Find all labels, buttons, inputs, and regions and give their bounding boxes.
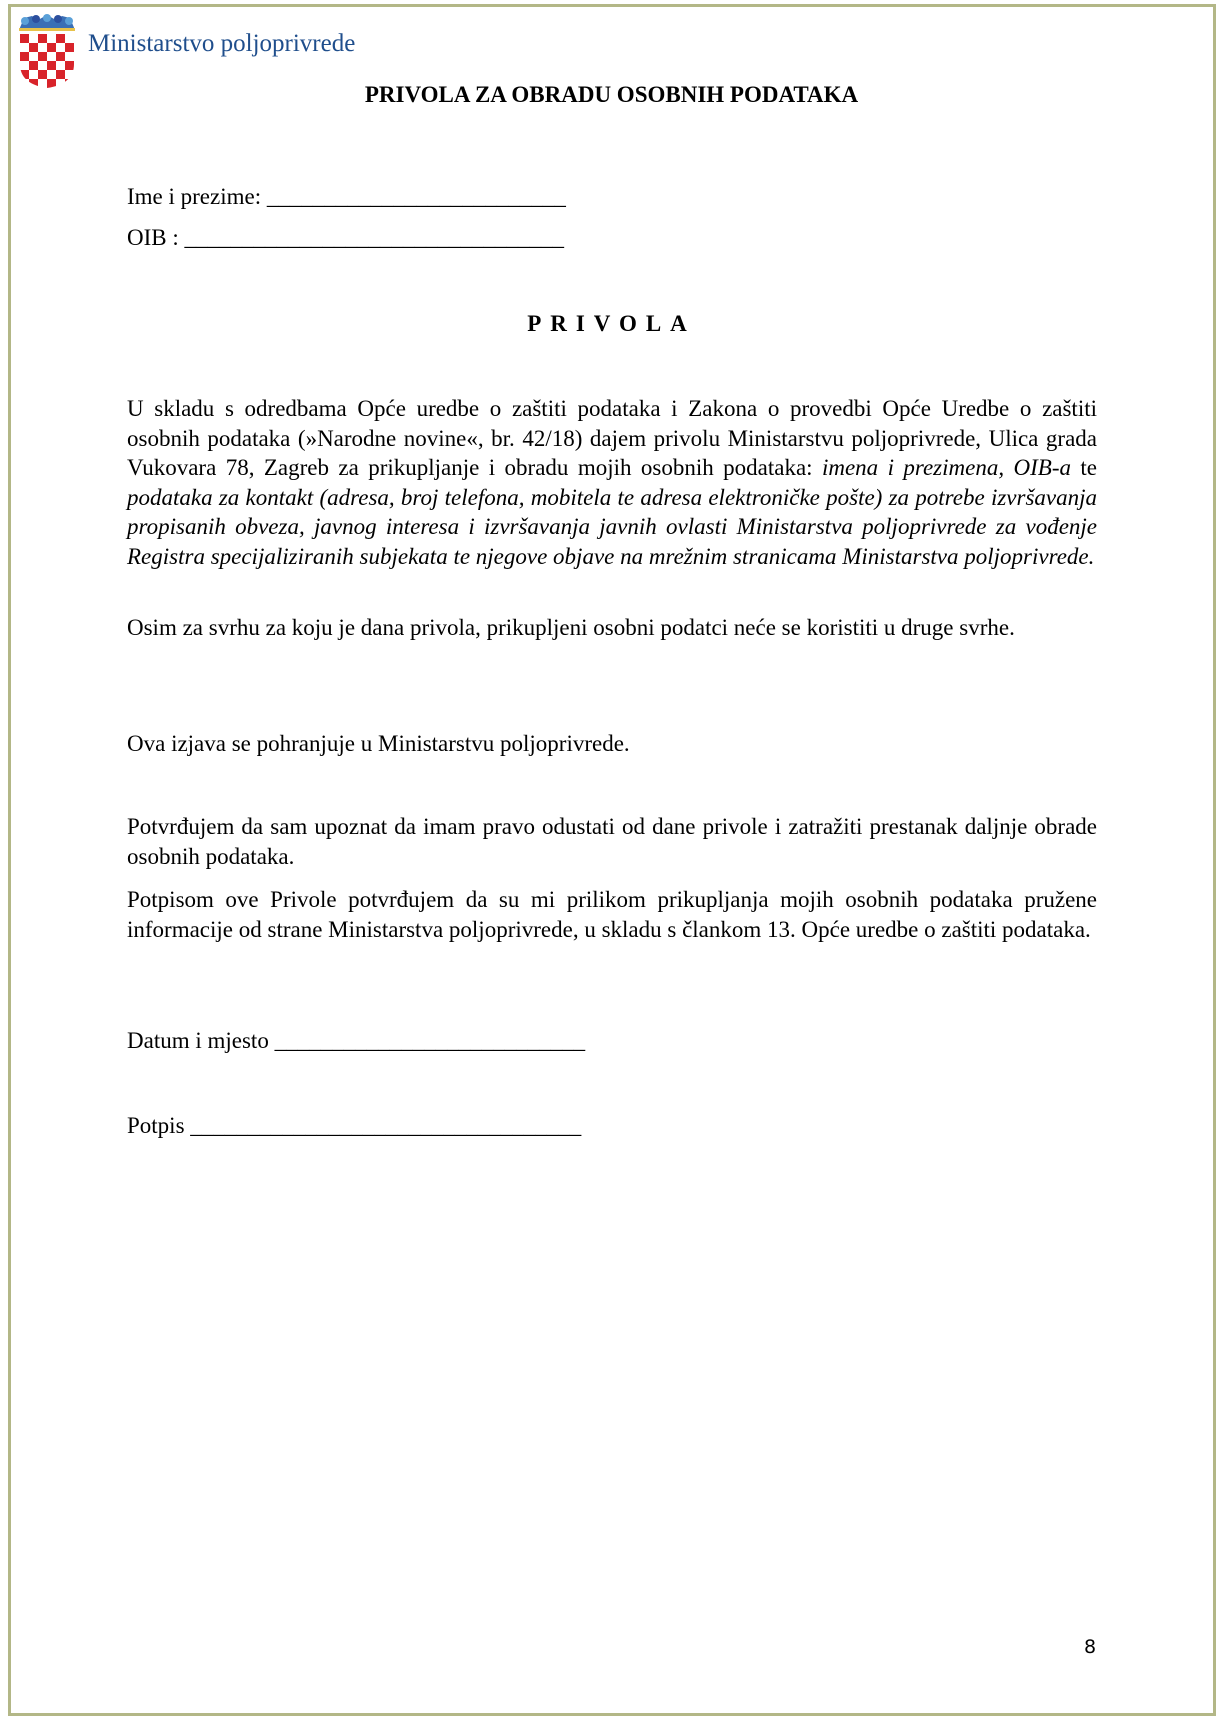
- shield-square: [65, 34, 74, 43]
- shield-square: [56, 52, 65, 61]
- signature-line: __________________________________: [190, 1113, 582, 1138]
- shield-square: [47, 52, 56, 61]
- section-heading: PRIVOLA: [527, 311, 696, 336]
- shield-square: [29, 52, 38, 61]
- shield-square: [29, 43, 38, 52]
- withdrawal-paragraph: Potvrđujem da sam upoznat da imam pravo odustati od dane privole i zatražiti prestanak daljnje obrade osobnih podataka.: [127, 814, 1097, 869]
- coat-of-arms-logo: [16, 12, 78, 90]
- name-field: [127, 184, 566, 210]
- shield-square: [20, 43, 29, 52]
- shield-square: [38, 61, 47, 70]
- shield-square: [47, 61, 56, 70]
- name-label: Ime i prezime:: [127, 184, 262, 209]
- shield-square: [47, 43, 56, 52]
- ministry-name: Ministarstvo poljoprivrede: [88, 30, 356, 57]
- shield-square: [20, 34, 29, 43]
- shield-square: [56, 34, 65, 43]
- purpose-paragraph: Osim za svrhu za koju je dana privola, prikupljeni osobni podatci neće se koristiti u druge svrhe.: [127, 615, 1015, 640]
- shield-square: [29, 34, 38, 43]
- shield-square: [38, 34, 47, 43]
- oib-line: _________________________________: [184, 225, 564, 250]
- shield-square: [29, 61, 38, 70]
- name-line: __________________________: [266, 184, 566, 209]
- storage-paragraph: Ova izjava se pohranjuje u Ministarstvu poljoprivrede.: [127, 731, 630, 756]
- information-paragraph: Potpisom ove Privole potvrđujem da su mi prilikom prikupljanja mojih osobnih podataka pružene informacije od strane Ministarstva poljoprivrede, u skladu s člankom 13. Opće uredbe o zaštiti podataka.: [127, 887, 1097, 942]
- shield-square: [47, 34, 56, 43]
- page-number: 8: [1084, 1636, 1097, 1658]
- shield-square: [20, 52, 29, 61]
- date-place-field: [127, 1028, 585, 1054]
- shield-square: [38, 70, 47, 79]
- shield-square: [38, 52, 47, 61]
- oib-field: [127, 225, 564, 251]
- shield-square: [65, 43, 74, 52]
- shield-square: [20, 61, 29, 70]
- shield-square: [65, 61, 74, 70]
- consent-paragraph: U skladu s odredbama Opće uredbe o zaštiti podataka i Zakona o provedbi Opće Uredbe o zaštiti osobnih podataka (»Narodne novine«, br. 42/18) dajem privolu Ministarstvu poljoprivrede, Ulica grada Vukovara 78, Zagreb za prikupljanje i obradu mojih osobnih podataka: imena i prezimena, OIB-a te podataka za kontakt (adresa, broj telefona, mobitela te adresa elektroničke pošte) za potrebe izvršavanja propisanih obveza, javnog interesa i izvršavanja javnih ovlasti Ministarstva poljoprivrede za vođenje Registra specijaliziranih subjekata te njegove objave na mrežnim stranicama Ministarstva poljoprivrede.: [127, 396, 1097, 569]
- signature-label: Potpis: [127, 1113, 185, 1138]
- shield-square: [47, 70, 56, 79]
- signature-field: [127, 1113, 581, 1139]
- shield-square: [56, 61, 65, 70]
- date-label: Datum i mjesto: [127, 1028, 269, 1053]
- shield-square: [56, 70, 65, 79]
- shield-square: [65, 70, 74, 79]
- crown-icon: [19, 14, 75, 31]
- shield-square: [20, 70, 29, 79]
- shield-square: [56, 43, 65, 52]
- oib-label: OIB :: [127, 225, 179, 250]
- shield-square: [29, 70, 38, 79]
- date-line: ___________________________: [274, 1028, 586, 1053]
- shield-square: [65, 52, 74, 61]
- shield-square: [38, 43, 47, 52]
- document-title: PRIVOLA ZA OBRADU OSOBNIH PODATAKA: [364, 82, 859, 107]
